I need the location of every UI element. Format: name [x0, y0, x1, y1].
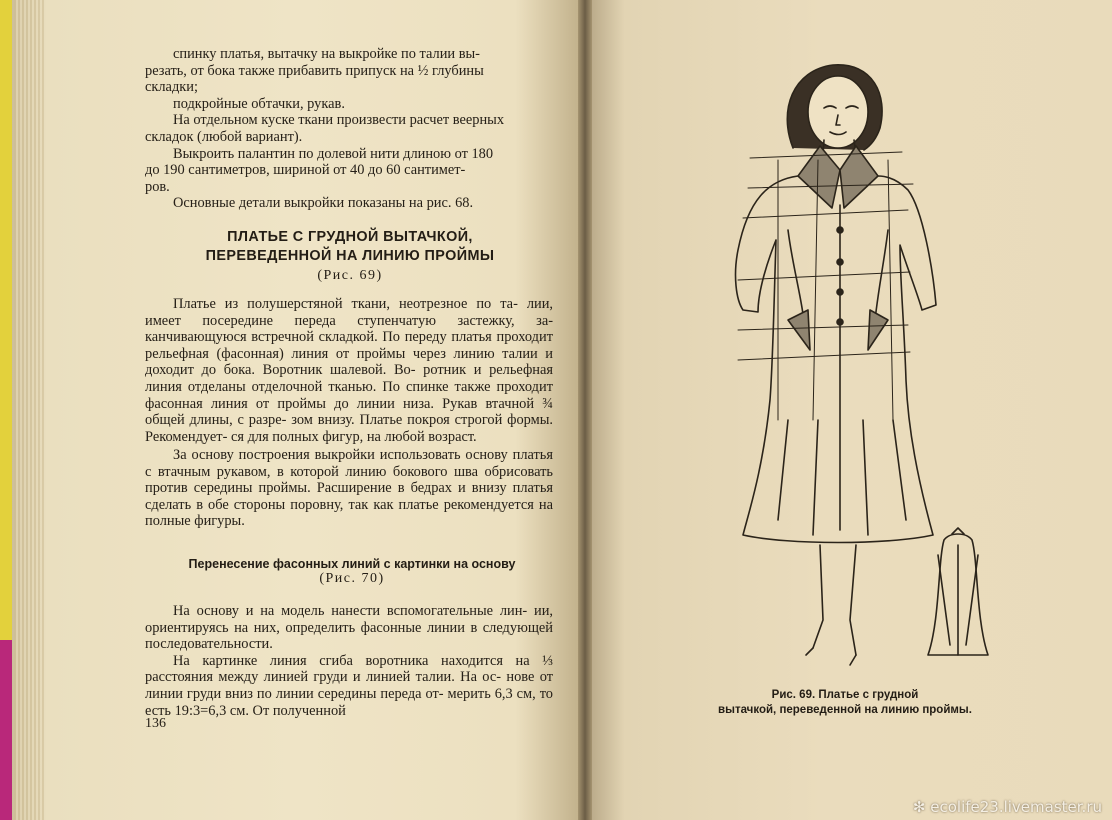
book-cover-edge-yellow: [0, 0, 12, 640]
subheading-text: Перенесение фасонных линий с картинки на основу: [188, 557, 516, 571]
text-line: подкройные обтачки, рукав.: [173, 95, 345, 112]
subheading-figure-ref: (Рис. 70): [319, 571, 385, 586]
text-line: Основные детали выкройки показаны на рис. 68.: [173, 195, 474, 212]
section-heading: [150, 228, 550, 285]
watermark: ✻ ecolife23.livemaster.ru: [912, 798, 1102, 816]
text-line: спинку платья, вытачку на выкройке по талии вы-: [173, 46, 480, 62]
text-line: резать, от бока также прибавить припуск на ½ глубины: [145, 62, 484, 79]
text-line: до 190 сантиметров, шириной от 40 до 60 сантимет-: [145, 162, 466, 179]
collar-shape: [840, 146, 878, 208]
transfer-block: [145, 603, 553, 719]
description-block: [145, 296, 553, 445]
text-line: На отдельном куске ткани произвести расчет веерных: [173, 112, 505, 129]
paragraph: На основу и на модель нанести вспомогательные лин- ии, ориентируясь на них, определить фасонные линии в следующей последовательности.: [145, 603, 553, 653]
heading-line: ПЕРЕВЕДЕННОЙ НА ЛИНИЮ ПРОЙМЫ: [205, 248, 495, 264]
subsection-heading: [152, 557, 552, 587]
intro-text-block: [145, 46, 553, 212]
caption-line: вытачкой, переведенной на линию проймы.: [718, 704, 972, 716]
head-shape: [808, 76, 868, 148]
text-line: складок (любой вариант).: [145, 128, 303, 145]
caption-line: Рис. 69. Платье с грудной: [771, 689, 919, 701]
figure-caption: [700, 688, 990, 718]
text-line: складки;: [145, 79, 198, 96]
construction-block: [145, 447, 553, 530]
paragraph: На картинке линия сгиба воротника находится на ⅓ расстояния между линией груди и линией талии. На ос- нове от линии груди вниз по линии середины переда от- мерить 6,3 см, то есть 19:3=6,3 см. От полученной: [145, 652, 553, 719]
dress-illustration: [588, 0, 1112, 690]
book-cover-edge-magenta: [0, 640, 12, 820]
coat-outline: [736, 176, 936, 543]
heading-figure-ref: (Рис. 69): [317, 268, 383, 283]
page-number: 136: [145, 716, 166, 731]
paragraph: За основу построения выкройки использовать основу платья с втачным рукавом, в которой линию бокового шва обрисовать против середины проймы. Расширение в бедрах и внизу платья сделать в обе стороны поровну, так как платье рекомендуется на полные фигуры.: [145, 447, 553, 530]
text-line: Выкроить палантин по долевой нити длиною от 180: [173, 145, 494, 162]
page-edges: [14, 0, 44, 820]
heading-line: ПЛАТЬЕ С ГРУДНОЙ ВЫТАЧКОЙ,: [227, 229, 473, 245]
text-line: ров.: [145, 178, 170, 195]
paragraph: Платье из полушерстяной ткани, неотрезное по та- лии, имеет посередине переда ступенчатую застежку, за- канчивающуюся встречной складкой. По переду платья проходит рельефная (фасонная) линия от проймы через линию талии и доходит до бока. Воротник шалевой. Во- ротник и рельефная линия отделаны отделочной тканью. По спинке также проходит фасонная линия от проймы до линии низа. Рукав втачной ¾ общей длины, с разре- зом внизу. Платье покроя строгой формы. Рекомендует- ся для полных фигур, на любой возраст.: [145, 296, 553, 445]
